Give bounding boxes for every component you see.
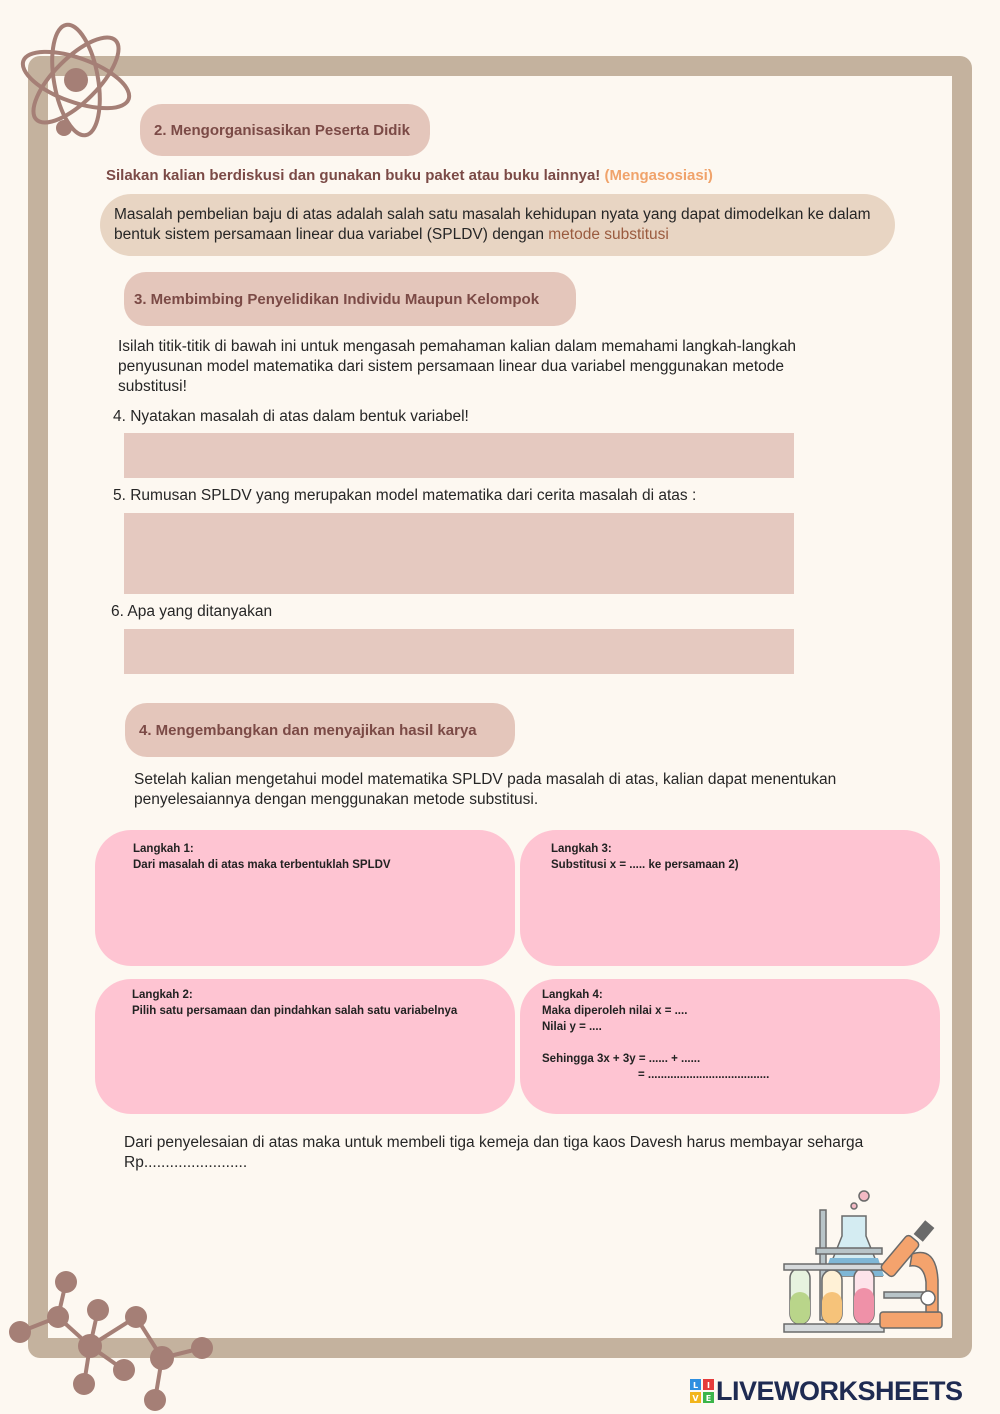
answer-input-6[interactable] bbox=[124, 629, 794, 674]
brand-logo bbox=[690, 1374, 990, 1408]
svg-text:L: L bbox=[692, 1381, 699, 1390]
step1-input[interactable] bbox=[125, 904, 485, 948]
section3-intro: Isilah titik-titik di bawah ini untuk mengasah pemahaman kalian dalam memahami langkah-langkah penyusunan model matematika dari sistem persamaan linear dua variabel menggunakan metode substitusi! bbox=[118, 338, 797, 395]
info-highlight: metode substitusi bbox=[548, 226, 669, 243]
section4-intro: Setelah kalian mengetahui model matematika SPLDV pada masalah di atas, kalian dapat menentukan penyelesaiannya dengan menggunakan metode substitusi. bbox=[134, 771, 837, 808]
step-card-2 bbox=[95, 979, 515, 1114]
answer-box-6[interactable] bbox=[124, 629, 794, 674]
section4-title-text: 4. Mengembangkan dan menyajikan hasil karya bbox=[139, 721, 477, 739]
section2-title-text: 2. Mengorganisasikan Peserta Didik bbox=[154, 121, 410, 139]
step4-line3: Sehingga 3x + 3y = ...... + ...... bbox=[542, 1053, 701, 1065]
section2-instruction bbox=[106, 166, 906, 186]
answer-input-5[interactable] bbox=[124, 513, 794, 594]
atom-icon bbox=[10, 18, 140, 143]
answer-input-4[interactable] bbox=[124, 433, 794, 478]
step1-title: Langkah 1: bbox=[133, 843, 194, 855]
section2-title bbox=[140, 104, 430, 156]
step4-title: Langkah 4: bbox=[542, 989, 603, 1001]
question-4: 4. Nyatakan masalah di atas dalam bentuk variabel! bbox=[113, 408, 469, 425]
step-card-1 bbox=[95, 830, 515, 966]
step3-title: Langkah 3: bbox=[551, 843, 612, 855]
instruction-tag: (Mengasosiasi) bbox=[604, 167, 713, 184]
step-card-4 bbox=[520, 979, 940, 1114]
molecule-icon bbox=[0, 1262, 230, 1412]
brand-name: LIVEWORKSHEETS bbox=[716, 1375, 963, 1406]
step2-title: Langkah 2: bbox=[132, 989, 193, 1001]
answer-box-5[interactable] bbox=[124, 513, 794, 594]
step1-text: Dari masalah di atas maka terbentuklah SPLDV bbox=[133, 859, 391, 871]
step4-line1: Maka diperoleh nilai x = .... bbox=[542, 1005, 688, 1017]
svg-text:V: V bbox=[692, 1394, 699, 1403]
step-card-3 bbox=[520, 830, 940, 966]
section4-title bbox=[125, 703, 515, 757]
svg-text:E: E bbox=[705, 1394, 712, 1403]
step4-line4: = ...................................... bbox=[638, 1069, 770, 1081]
step2-input[interactable] bbox=[125, 1052, 485, 1096]
section3-title bbox=[124, 272, 576, 326]
step2-text: Pilih satu persamaan dan pindahkan salah satu variabelnya bbox=[132, 1005, 458, 1017]
step3-input[interactable] bbox=[550, 904, 910, 948]
lab-equipment-icon bbox=[780, 1188, 945, 1336]
question-5: 5. Rumusan SPLDV yang merupakan model matematika dari cerita masalah di atas : bbox=[113, 487, 697, 504]
answer-box-4[interactable] bbox=[124, 433, 794, 478]
conclusion-text: Dari penyelesaian di atas maka untuk membeli tiga kemeja dan tiga kaos Davesh harus membayar seharga Rp........................ bbox=[124, 1134, 864, 1171]
info-body: Masalah pembelian baju di atas adalah salah satu masalah kehidupan nyata yang dapat dimodelkan ke dalam bentuk sistem persamaan linear dua variabel (SPLDV) dengan bbox=[114, 206, 871, 243]
info-box bbox=[100, 194, 895, 256]
instruction-text: Silakan kalian berdiskusi dan gunakan buku paket atau buku lainnya! bbox=[106, 167, 601, 184]
step3-text: Substitusi x = ..... ke persamaan 2) bbox=[551, 859, 739, 871]
step4-line2: Nilai y = .... bbox=[542, 1021, 602, 1033]
section3-title-text: 3. Membimbing Penyelidikan Individu Maupun Kelompok bbox=[134, 290, 540, 308]
question-6: 6. Apa yang ditanyakan bbox=[111, 603, 273, 620]
info-text bbox=[114, 205, 881, 245]
svg-text:I: I bbox=[707, 1381, 710, 1390]
brand-badge-icon bbox=[690, 1379, 714, 1403]
